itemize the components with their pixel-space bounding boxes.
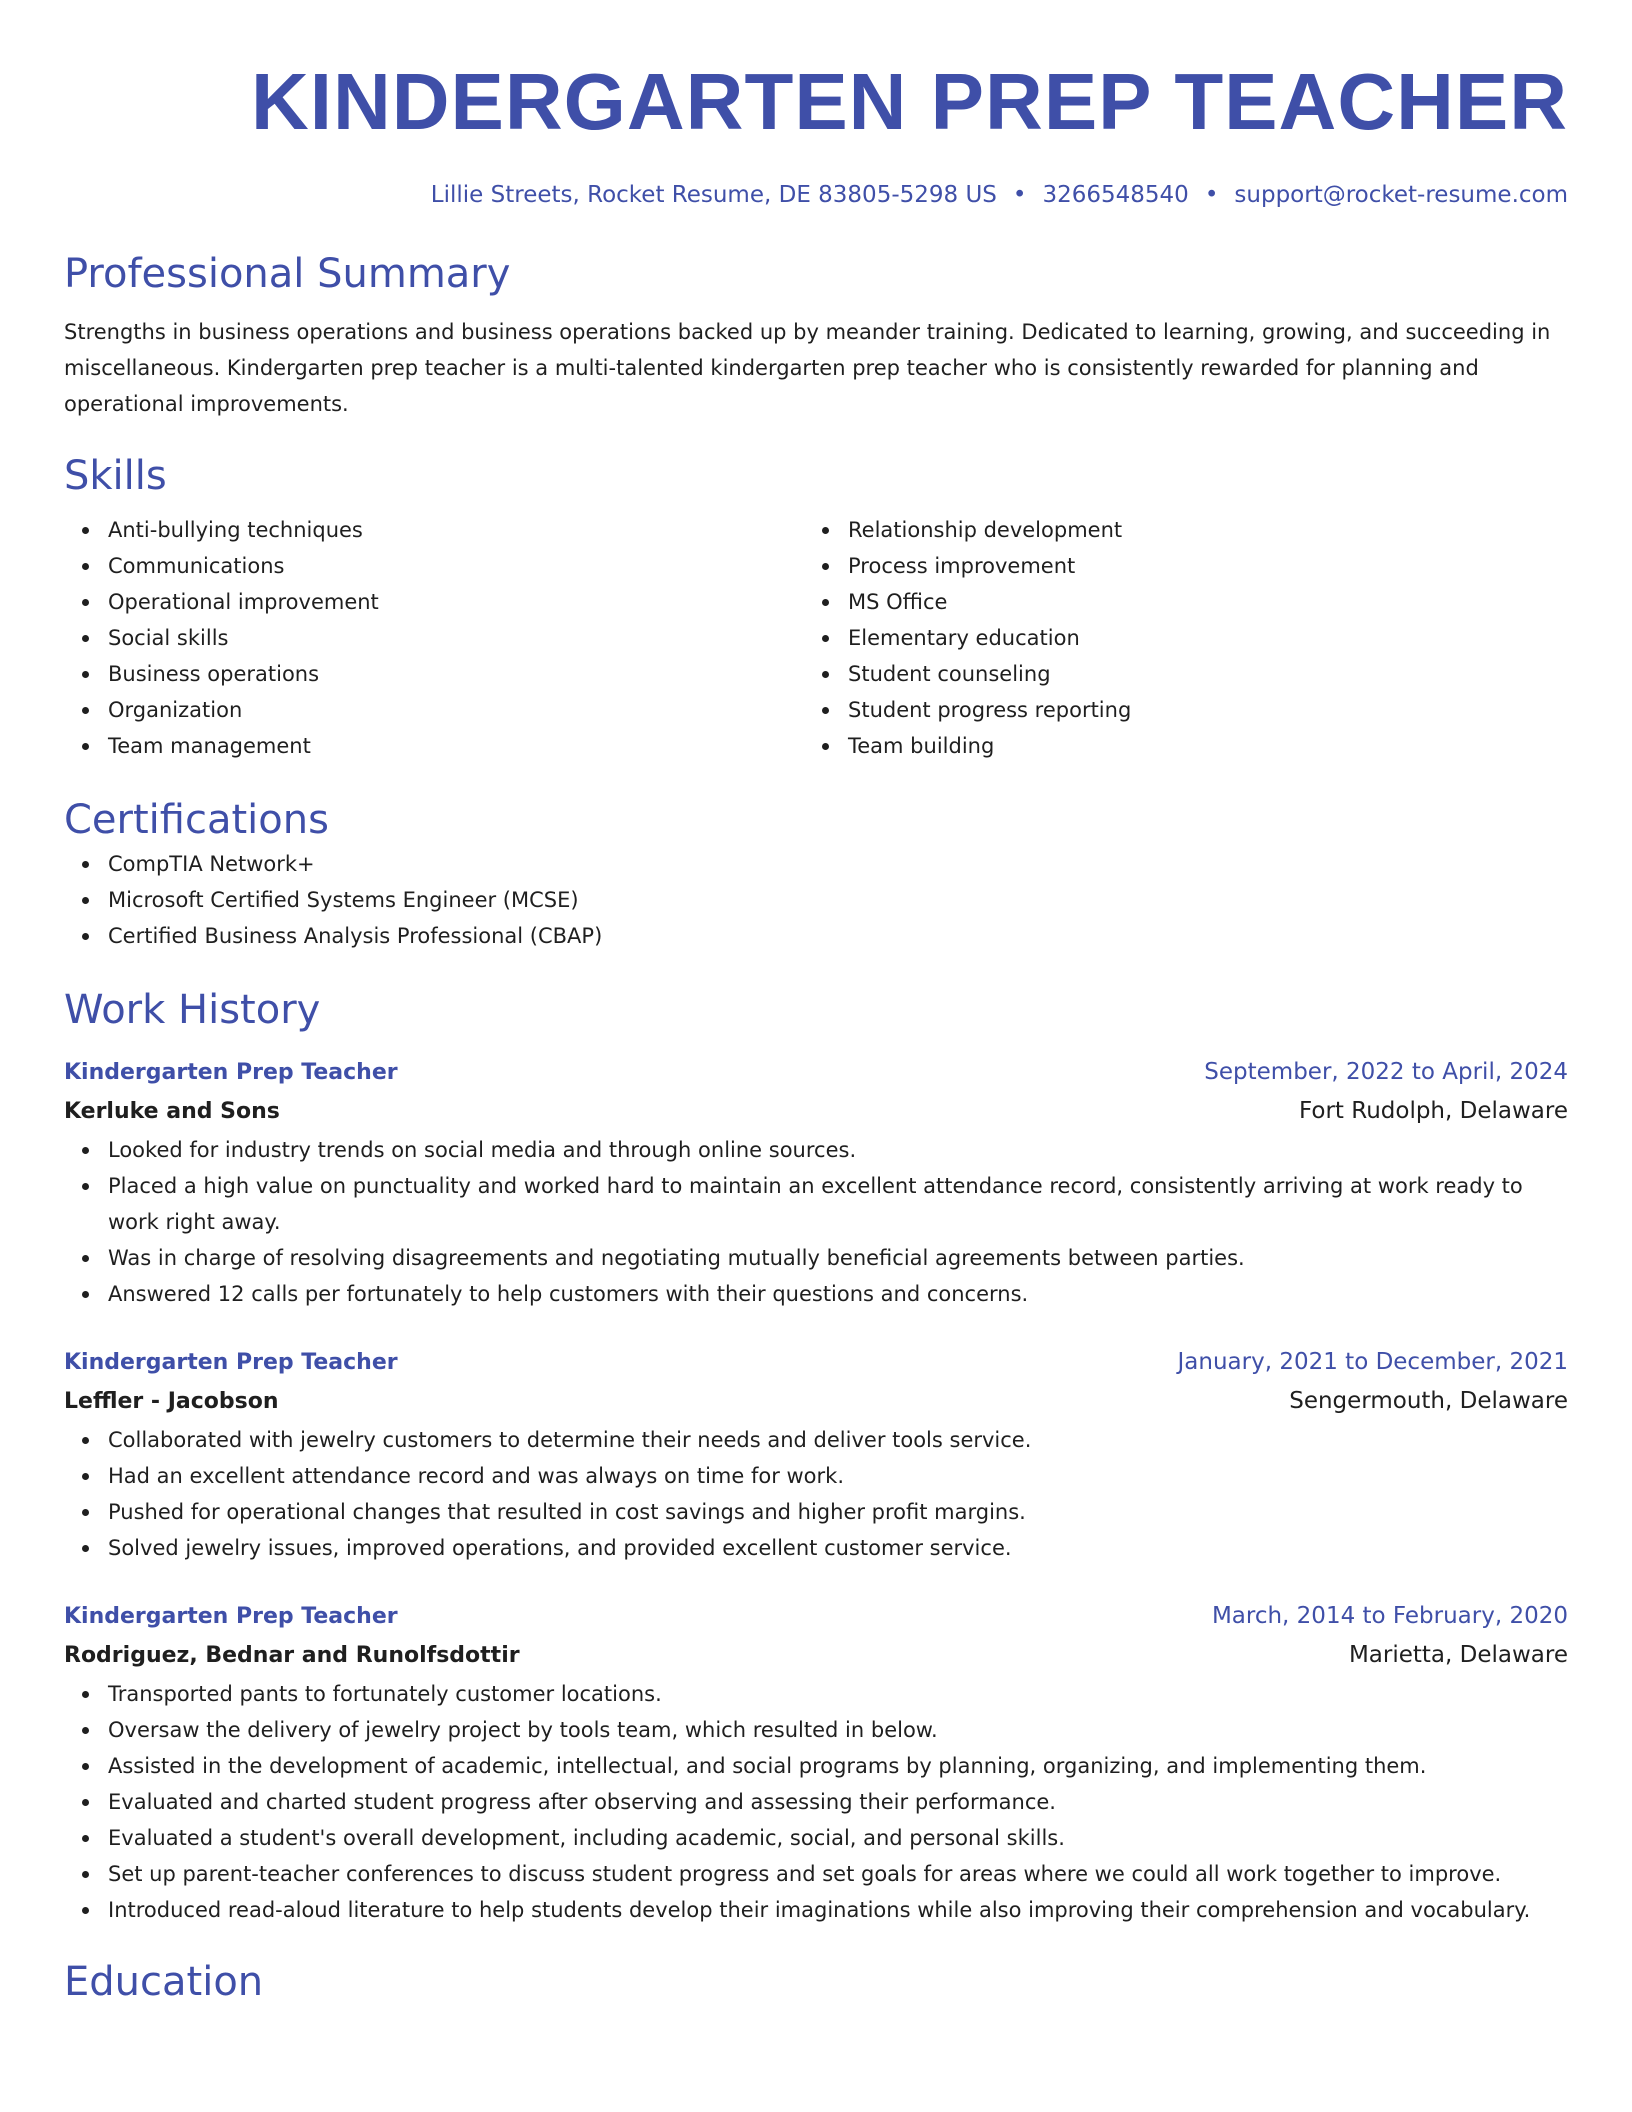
contact-address: Lillie Streets, Rocket Resume, DE 83805-5298 US <box>430 182 997 208</box>
job-company: Kerluke and Sons <box>64 1099 280 1124</box>
skill-item: Elementary education <box>804 620 1544 656</box>
job-duties-list <box>64 1676 1568 1928</box>
skills-column-right <box>804 512 1544 764</box>
job-duty-item: Solved jewelry issues, improved operations, and provided excellent customer service. <box>64 1530 1568 1566</box>
job-company-row <box>64 1381 1568 1422</box>
job-duty-item: Was in charge of resolving disagreements and negotiating mutually beneficial agreements between parties. <box>64 1240 1568 1276</box>
job-duty-item: Had an excellent attendance record and was always on time for work. <box>64 1458 1568 1494</box>
section-title-certifications: Certifications <box>64 797 329 843</box>
skill-item: Communications <box>64 548 804 584</box>
skills-list-left <box>64 512 804 764</box>
contact-separator: • <box>1204 182 1219 208</box>
job-title: Kindergarten Prep Teacher <box>64 1350 398 1375</box>
contact-line <box>64 180 1568 210</box>
skill-item: Relationship development <box>804 512 1544 548</box>
skill-item: Student progress reporting <box>804 692 1544 728</box>
job-duty-item: Assisted in the development of academic, intellectual, and social programs by planning, organizing, and implementing them. <box>64 1748 1568 1784</box>
skill-item: Operational improvement <box>64 584 804 620</box>
job-duties-list <box>64 1422 1568 1566</box>
contact-separator: • <box>1012 182 1027 208</box>
job-entry <box>64 1054 1568 1312</box>
section-title-summary: Professional Summary <box>64 251 511 297</box>
job-header-row <box>64 1344 1568 1381</box>
job-company-row <box>64 1091 1568 1132</box>
job-dates: January, 2021 to December, 2021 <box>1177 1349 1568 1375</box>
contact-phone: 3266548540 <box>1042 182 1189 208</box>
skill-item: Team building <box>804 728 1544 764</box>
section-title-education: Education <box>64 1959 264 2005</box>
job-entry <box>64 1598 1568 1928</box>
job-duty-item: Looked for industry trends on social media and through online sources. <box>64 1132 1568 1168</box>
job-duty-item: Set up parent-teacher conferences to discuss student progress and set goals for areas where we could all work together to improve. <box>64 1856 1568 1892</box>
certification-item: CompTIA Network+ <box>64 846 1568 882</box>
summary-text: Strengths in business operations and business operations backed up by meander training. Dedicated to learning, growing, and succeeding in miscellaneous. Kindergarten prep teacher is a multi-talented kindergarten prep teacher who is consistently rewarded for planning and operational improvements. <box>64 320 1551 416</box>
skill-item: Business operations <box>64 656 804 692</box>
job-duty-item: Pushed for operational changes that resulted in cost savings and higher profit margins. <box>64 1494 1568 1530</box>
skill-item: Process improvement <box>804 548 1544 584</box>
skill-item: Student counseling <box>804 656 1544 692</box>
skill-item: Organization <box>64 692 804 728</box>
job-company-row <box>64 1635 1568 1676</box>
job-duty-item: Evaluated a student's overall development, including academic, social, and personal skills. <box>64 1820 1568 1856</box>
skill-item: Anti-bullying techniques <box>64 512 804 548</box>
job-duty-item: Collaborated with jewelry customers to determine their needs and deliver tools service. <box>64 1422 1568 1458</box>
job-title: Kindergarten Prep Teacher <box>64 1060 398 1085</box>
job-location: Marietta, Delaware <box>1348 1642 1568 1668</box>
contact-email[interactable]: support@rocket-resume.com <box>1234 182 1568 208</box>
resume-name: KINDERGARTEN PREP TEACHER <box>251 57 1568 146</box>
job-location: Sengermouth, Delaware <box>1289 1388 1568 1414</box>
section-title-skills: Skills <box>64 453 167 499</box>
job-entry <box>64 1344 1568 1566</box>
skills-columns <box>64 512 1568 764</box>
job-duty-item: Transported pants to fortunately customer locations. <box>64 1676 1568 1712</box>
skills-list-right <box>804 512 1544 764</box>
job-duty-item: Placed a high value on punctuality and worked hard to maintain an excellent attendance record, consistently arriving at work ready to work right away. <box>64 1168 1568 1240</box>
skill-item: MS Office <box>804 584 1544 620</box>
job-duty-item: Answered 12 calls per fortunately to help customers with their questions and concerns. <box>64 1276 1568 1312</box>
job-header-row <box>64 1054 1568 1091</box>
job-duty-item: Introduced read-aloud literature to help students develop their imaginations while also improving their comprehension and vocabulary. <box>64 1892 1568 1928</box>
job-dates: March, 2014 to February, 2020 <box>1211 1603 1568 1629</box>
job-location: Fort Rudolph, Delaware <box>1298 1098 1568 1124</box>
job-company: Leffler - Jacobson <box>64 1389 279 1414</box>
job-dates: September, 2022 to April, 2024 <box>1204 1059 1568 1085</box>
section-title-work-history: Work History <box>64 987 321 1033</box>
job-duty-item: Evaluated and charted student progress after observing and assessing their performance. <box>64 1784 1568 1820</box>
skill-item: Team management <box>64 728 804 764</box>
certification-item: Certified Business Analysis Professional (CBAP) <box>64 918 1568 954</box>
job-title: Kindergarten Prep Teacher <box>64 1604 398 1629</box>
skills-column-left <box>64 512 804 764</box>
certifications-list <box>64 846 1568 954</box>
job-company: Rodriguez, Bednar and Runolfsdottir <box>64 1643 520 1668</box>
certification-item: Microsoft Certified Systems Engineer (MCSE) <box>64 882 1568 918</box>
job-header-row <box>64 1598 1568 1635</box>
job-duty-item: Oversaw the delivery of jewelry project by tools team, which resulted in below. <box>64 1712 1568 1748</box>
job-duties-list <box>64 1132 1568 1312</box>
skill-item: Social skills <box>64 620 804 656</box>
